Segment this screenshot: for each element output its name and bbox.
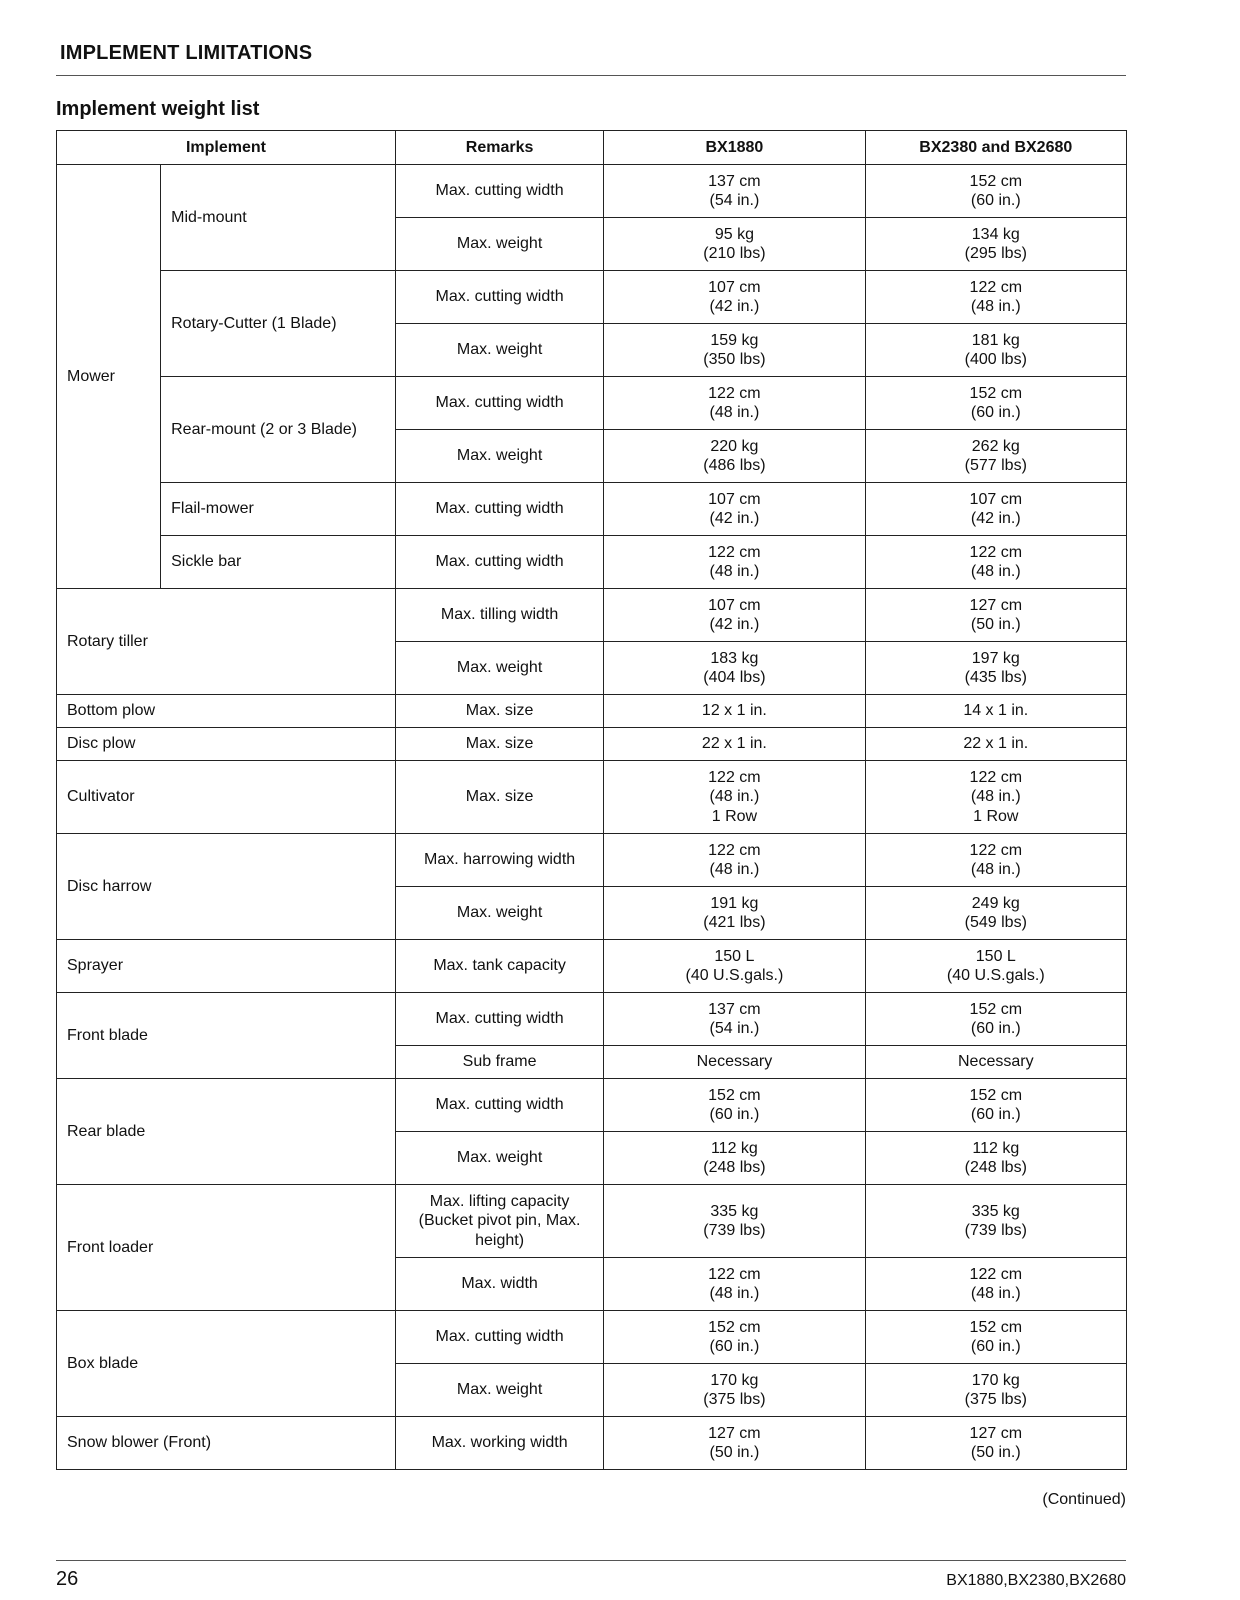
implement-label: Rotary tiller xyxy=(57,589,396,695)
remark-cell: Max. tilling width xyxy=(395,589,603,642)
bx2380-value: 107 cm (42 in.) xyxy=(865,483,1126,536)
table-row xyxy=(57,1417,1127,1470)
bx2380-value: 122 cm (48 in.) xyxy=(865,834,1126,887)
sub-implement-label: Sickle bar xyxy=(161,536,396,589)
bx2380-value: 152 cm (60 in.) xyxy=(865,165,1126,218)
bx2380-value: 181 kg (400 lbs) xyxy=(865,324,1126,377)
bx1880-value: 159 kg (350 lbs) xyxy=(604,324,865,377)
table-row xyxy=(57,271,1127,324)
bx1880-value: 191 kg (421 lbs) xyxy=(604,887,865,940)
bx2380-value: 122 cm (48 in.) xyxy=(865,536,1126,589)
bx1880-value: 137 cm (54 in.) xyxy=(604,165,865,218)
sub-implement-label: Rear-mount (2 or 3 Blade) xyxy=(161,377,396,483)
implement-label: Disc plow xyxy=(57,728,396,761)
table-row xyxy=(57,940,1127,993)
bx1880-value: 107 cm (42 in.) xyxy=(604,271,865,324)
bx2380-value: 122 cm (48 in.) xyxy=(865,1258,1126,1311)
table-row xyxy=(57,165,1127,218)
sub-implement-label: Flail-mower xyxy=(161,483,396,536)
bx2380-value: 170 kg (375 lbs) xyxy=(865,1364,1126,1417)
table-row xyxy=(57,834,1127,887)
bx1880-value: 170 kg (375 lbs) xyxy=(604,1364,865,1417)
top-rule xyxy=(56,75,1126,76)
bx1880-value: 112 kg (248 lbs) xyxy=(604,1132,865,1185)
remark-cell: Max. cutting width xyxy=(395,377,603,430)
bx1880-value: 22 x 1 in. xyxy=(604,728,865,761)
bx2380-value: 150 L (40 U.S.gals.) xyxy=(865,940,1126,993)
remark-cell: Max. size xyxy=(395,761,603,834)
remark-cell: Max. weight xyxy=(395,324,603,377)
bx2380-value: 262 kg (577 lbs) xyxy=(865,430,1126,483)
bottom-rule xyxy=(56,1560,1126,1561)
bx2380-value: 152 cm (60 in.) xyxy=(865,1311,1126,1364)
table-row xyxy=(57,589,1127,642)
bx1880-value: 95 kg (210 lbs) xyxy=(604,218,865,271)
bx1880-value: 107 cm (42 in.) xyxy=(604,589,865,642)
table-row xyxy=(57,695,1127,728)
table-row xyxy=(57,1079,1127,1132)
remark-cell: Max. cutting width xyxy=(395,165,603,218)
remark-cell: Max. lifting capacity (Bucket pivot pin, Max. height) xyxy=(395,1185,603,1258)
remark-cell: Max. width xyxy=(395,1258,603,1311)
bx2380-value: 127 cm (50 in.) xyxy=(865,589,1126,642)
implement-label: Front blade xyxy=(57,993,396,1079)
implement-label: Rear blade xyxy=(57,1079,396,1185)
table-row xyxy=(57,483,1127,536)
continued-note: (Continued) xyxy=(1042,1491,1126,1508)
remark-cell: Max. cutting width xyxy=(395,993,603,1046)
model-footer: BX1880,BX2380,BX2680 xyxy=(946,1572,1126,1589)
header-bx1880: BX1880 xyxy=(604,131,865,165)
header-remarks: Remarks xyxy=(395,131,603,165)
section-title: IMPLEMENT LIMITATIONS xyxy=(60,42,313,64)
table-row xyxy=(57,377,1127,430)
table-title: Implement weight list xyxy=(56,98,260,120)
bx1880-value: 152 cm (60 in.) xyxy=(604,1079,865,1132)
remark-cell: Max. weight xyxy=(395,1364,603,1417)
bx1880-value: 12 x 1 in. xyxy=(604,695,865,728)
table-row xyxy=(57,1185,1127,1258)
remark-cell: Max. cutting width xyxy=(395,271,603,324)
table-header-row xyxy=(57,131,1127,165)
bx2380-value: 197 kg (435 lbs) xyxy=(865,642,1126,695)
bx2380-value: 134 kg (295 lbs) xyxy=(865,218,1126,271)
bx1880-value: 335 kg (739 lbs) xyxy=(604,1185,865,1258)
bx1880-value: 127 cm (50 in.) xyxy=(604,1417,865,1470)
header-bx2380-bx2680: BX2380 and BX2680 xyxy=(865,131,1126,165)
bx2380-value: 122 cm (48 in.) xyxy=(865,271,1126,324)
implement-label: Mower xyxy=(57,165,161,589)
remark-cell: Max. cutting width xyxy=(395,536,603,589)
remark-cell: Max. weight xyxy=(395,1132,603,1185)
implement-label: Bottom plow xyxy=(57,695,396,728)
bx2380-value: Necessary xyxy=(865,1046,1126,1079)
bx2380-value: 122 cm (48 in.) 1 Row xyxy=(865,761,1126,834)
remark-cell: Max. size xyxy=(395,728,603,761)
implement-label: Box blade xyxy=(57,1311,396,1417)
bx2380-value: 152 cm (60 in.) xyxy=(865,1079,1126,1132)
implement-weight-table xyxy=(56,130,1127,1470)
bx1880-value: 137 cm (54 in.) xyxy=(604,993,865,1046)
table-row xyxy=(57,728,1127,761)
implement-label: Sprayer xyxy=(57,940,396,993)
remark-cell: Max. working width xyxy=(395,1417,603,1470)
remark-cell: Sub frame xyxy=(395,1046,603,1079)
remark-cell: Max. harrowing width xyxy=(395,834,603,887)
remark-cell: Max. weight xyxy=(395,430,603,483)
table-row xyxy=(57,761,1127,834)
bx1880-value: 150 L (40 U.S.gals.) xyxy=(604,940,865,993)
implement-label: Cultivator xyxy=(57,761,396,834)
implement-label: Disc harrow xyxy=(57,834,396,940)
sub-implement-label: Mid-mount xyxy=(161,165,396,271)
remark-cell: Max. weight xyxy=(395,642,603,695)
bx2380-value: 127 cm (50 in.) xyxy=(865,1417,1126,1470)
table-row xyxy=(57,536,1127,589)
bx1880-value: 122 cm (48 in.) xyxy=(604,536,865,589)
bx1880-value: 152 cm (60 in.) xyxy=(604,1311,865,1364)
bx1880-value: 107 cm (42 in.) xyxy=(604,483,865,536)
bx1880-value: 122 cm (48 in.) 1 Row xyxy=(604,761,865,834)
bx1880-value: 122 cm (48 in.) xyxy=(604,1258,865,1311)
remark-cell: Max. cutting width xyxy=(395,1311,603,1364)
remark-cell: Max. weight xyxy=(395,218,603,271)
bx2380-value: 335 kg (739 lbs) xyxy=(865,1185,1126,1258)
remark-cell: Max. cutting width xyxy=(395,483,603,536)
remark-cell: Max. weight xyxy=(395,887,603,940)
bx2380-value: 152 cm (60 in.) xyxy=(865,993,1126,1046)
remark-cell: Max. tank capacity xyxy=(395,940,603,993)
bx1880-value: Necessary xyxy=(604,1046,865,1079)
table-row xyxy=(57,1311,1127,1364)
page-number: 26 xyxy=(56,1568,79,1590)
bx2380-value: 249 kg (549 lbs) xyxy=(865,887,1126,940)
bx2380-value: 112 kg (248 lbs) xyxy=(865,1132,1126,1185)
table-row xyxy=(57,993,1127,1046)
implement-label: Snow blower (Front) xyxy=(57,1417,396,1470)
header-implement: Implement xyxy=(57,131,396,165)
bx1880-value: 220 kg (486 lbs) xyxy=(604,430,865,483)
remark-cell: Max. size xyxy=(395,695,603,728)
remark-cell: Max. cutting width xyxy=(395,1079,603,1132)
sub-implement-label: Rotary-Cutter (1 Blade) xyxy=(161,271,396,377)
bx1880-value: 122 cm (48 in.) xyxy=(604,377,865,430)
bx1880-value: 122 cm (48 in.) xyxy=(604,834,865,887)
bx1880-value: 183 kg (404 lbs) xyxy=(604,642,865,695)
bx2380-value: 152 cm (60 in.) xyxy=(865,377,1126,430)
bx2380-value: 22 x 1 in. xyxy=(865,728,1126,761)
bx2380-value: 14 x 1 in. xyxy=(865,695,1126,728)
implement-label: Front loader xyxy=(57,1185,396,1311)
